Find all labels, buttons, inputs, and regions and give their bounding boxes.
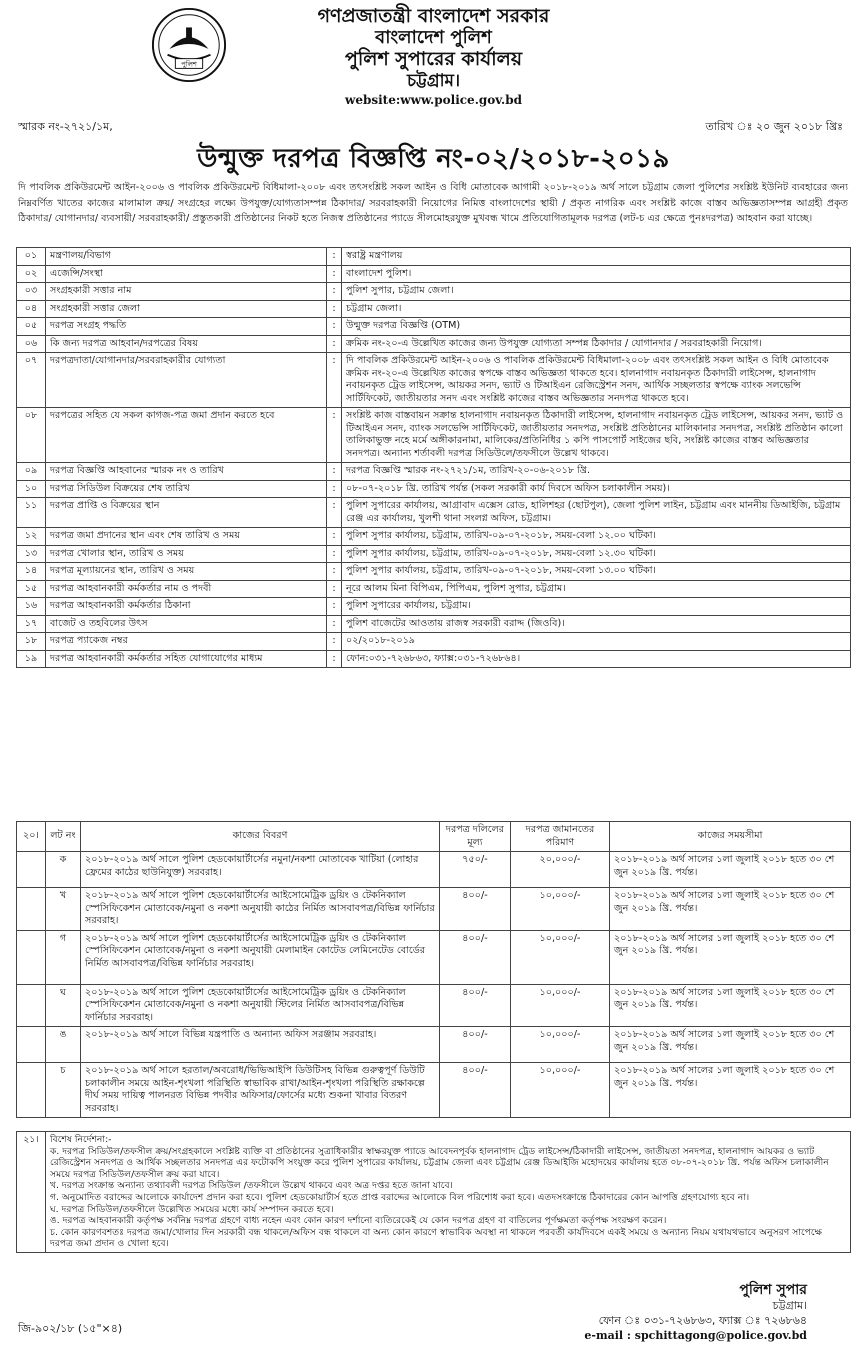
info-row-label: কি জন্য দরপত্র আহবান/দরপত্রের বিষয় [46,335,327,353]
info-row-number: ০৮ [17,408,46,463]
lot-row [17,1027,851,1063]
lot-row-spacer [17,888,46,931]
info-row-label: দরপত্রের সহিত যে সকল কাগজ-পত্র জমা প্রদান করতে হবে [46,408,327,463]
info-row [17,615,851,633]
lot-row [17,930,851,984]
info-row-number: ১৩ [17,545,46,563]
lot-id: খ [46,888,81,931]
info-row-label: দরপত্র খোলার স্থান, তারিখ ও সময় [46,545,327,563]
info-row [17,528,851,546]
info-row-value: ০২/২০১৮-২০১৯ [342,633,851,651]
instruction-item: খ. দরপত্র সংক্রান্ত অন্যান্য তথ্যাবলী দরপত্র সিডিউল /তফসীলে উল্লেখ থাকবে এবং অত্র দপ্তর হতে জানা যাবে। [50,1180,453,1192]
info-row-colon: : [327,300,342,318]
info-row-colon: : [327,598,342,616]
svg-text:পুলিশ: পুলিশ [181,60,197,69]
website-text: website:www.police.gov.bd [345,93,522,107]
lot-header-desc: কাজের বিবরণ [81,822,440,852]
memo-number: স্মারক নং-২৭২১/১ম, [18,120,113,133]
lot-description: ২০১৮-২০১৯ অর্থ সালে পুলিশ হেডকোয়ার্টার্সের আইসোমেট্রিক ড্রয়িং ও টেকনিক্যাল স্পেসিফিকেশন মোতাবেক/নমুনা ও নকশা অনুযায়ী মেলামাইন কোটেড লেমিনেটেড বোর্ডের নির্মিত আসবাবপত্র/বিভিন্ন ফার্নিচার সরবরাহ। [81,930,440,984]
info-row-value: স্বরাষ্ট্র মন্ত্রণালয় [342,248,851,266]
lot-row-spacer [17,930,46,984]
info-row-colon: : [327,318,342,336]
info-row-value: পুলিশ সুপার কার্যালয়, চট্টগ্রাম, তারিখ-০৯-০৭-২০১৮, সময়-বেলা ১৩.০০ ঘটিকা। [342,563,851,581]
lot-id: ঘ [46,984,81,1027]
lot-security: ১০,০০০/- [511,888,610,931]
info-row-label: দরপত্র আহবানকারী কর্মকর্তার নাম ও পদবী [46,580,327,598]
info-row-colon: : [327,580,342,598]
info-row-value: পুলিশ বাজেটের আওতায় রাজস্ব সরকারী বরাদ্দ (জিওবি)। [342,615,851,633]
info-row-label: সংগ্রহকারী সত্তার নাম [46,283,327,301]
lot-header-price: দরপত্র দলিলের মূল্য [440,822,511,852]
notice-date: তারিখ ঃ ২০ জুন ২০১৮ খ্রিঃ [705,120,843,133]
info-row-value: দরপত্র বিজ্ঞপ্তি স্মারক নং-২৭২১/১ম, তারিখ-২০-০৬-২০১৮ খ্রি. [342,463,851,481]
info-row-label: দরপত্র প্যাকেজ নম্বর [46,633,327,651]
lot-header-lot: লট নং [46,822,81,852]
lot-period: ২০১৮-২০১৯ অর্থ সালের ১লা জুলাই ২০১৮ হতে ৩০ শে জুন ২০১৯ খ্রি. পর্যন্ত। [610,930,851,984]
info-row-colon: : [327,480,342,498]
org-name: বাংলাদেশ পুলিশ [375,27,492,48]
lot-row-spacer [17,1063,46,1118]
instructions-cell [46,1132,851,1253]
instructions-list [50,1146,846,1250]
info-row-value: পুলিশ সুপার, চট্টগ্রাম জেলা। [342,283,851,301]
info-row [17,463,851,481]
lot-description: ২০১৮-২০১৯ অর্থ সালে পুলিশ হেডকোয়ার্টার্সের আইসোমেট্রিক ড্রয়িং ও টেকনিক্যাল স্পেসিফিকেশন মোতাবেক/নমুনা ও নকশা অনুযায়ী স্টিলের নির্মিত আসবাবপত্র/বিভিন্ন ফার্নিচার সরবরাহ। [81,984,440,1027]
signatory-title: পুলিশ সুপার [739,1282,807,1298]
lot-doc-price: ৭৫০/- [440,852,511,888]
instruction-item: গ. অনুমোদিত বরাদ্দের আলোকে কার্যাদেশ প্রদান করা হবে। পুলিশ হেডকোয়ার্টার্স হতে প্রাপ্ত বরাদ্দের আলোকে বিল পরিশোধ করা হবে। এতদসংক্রান্তে ঠিকাদারের কোন আপত্তি গ্রহণযোগ্য হবে না। [50,1191,750,1203]
lot-header-period: কাজের সময়সীমা [610,822,851,852]
info-row [17,353,851,408]
info-row-label: দরপত্র প্রাপ্তি ও বিক্রয়ের স্থান [46,498,327,528]
instructions-row-number: ২১। [17,1132,46,1253]
info-row [17,480,851,498]
info-row-label: এজেন্সি/সংস্থা [46,265,327,283]
instruction-item: ক. দরপত্র সিডিউল/তফসীল ক্রয়/সংগ্রহকালে সংশ্লিষ্ট ব্যক্তি বা প্রতিষ্ঠানের সুত্রাধিকারীর স্বাক্ষরযুক্ত প্যাডে আবেদনপূর্বক হালনাগাদ ট্রেড লাইসেন্স/ঠিকাদারী লাইসেন্স, জাতীয়তা সনদপত্র, হালনাগাদ আয়কর ও ভ্যাট রেজিস্ট্রেশন সনদপত্র ও আর্থিক সচ্ছলতার সনদপত্র এর ফটোকপি সংযুক্ত করে পুলিশ সুপারের কার্যালয়, চট্টগ্রাম জেলা এবং চট্টগ্রাম রেঞ্জ ডিআইজি মহোদয়ের কার্যালয় হতে ০৮-০৭-২০১৮ খ্রি. পর্যন্ত অফিস চলাকালীন সময়ে দরপত্র সিডিউল/তফসীল ক্রয় করা যাবে। [50,1145,829,1180]
info-row [17,598,851,616]
info-row-value: পুলিশ সুপারের কার্যালয়, চট্টগ্রাম। [342,598,851,616]
info-row-colon: : [327,463,342,481]
lot-security: ১০,০০০/- [511,984,610,1027]
lot-description: ২০১৮-২০১৯ অর্থ সালে পুলিশ হেডকোয়ার্টার্সের নমুনা/নকশা মোতাবেক খাটিয়া (লোহার ফ্রেমের কাঠের ছাউনিযুক্ত) সরবরাহ। [81,852,440,888]
instructions-table [16,1131,851,1253]
lot-security: ১০,০০০/- [511,930,610,984]
info-row-colon: : [327,335,342,353]
info-row-colon: : [327,563,342,581]
office-name: পুলিশ সুপারের কার্যালয় [344,48,523,70]
lot-row [17,888,851,931]
lot-period: ২০১৮-২০১৯ অর্থ সালের ১লা জুলাই ২০১৮ হতে ৩০ শে জুন ২০১৯ খ্রি. পর্যন্ত। [610,888,851,931]
info-row-colon: : [327,615,342,633]
lot-description: ২০১৮-২০১৯ অর্থ সালে বিভিন্ন যন্ত্রপাতি ও অন্যান্য অফিস সরঞ্জাম সরবরাহ। [81,1027,440,1063]
info-row-colon: : [327,650,342,668]
lot-doc-price: ৪০০/- [440,1063,511,1118]
lot-row [17,1063,851,1118]
info-row-number: ০৪ [17,300,46,318]
lot-doc-price: ৪০০/- [440,1027,511,1063]
lot-id: ক [46,852,81,888]
info-row-colon: : [327,353,342,408]
notice-title: উন্মুক্ত দরপত্র বিজ্ঞপ্তি নং-০২/২০১৮-২০১৯ [197,144,670,174]
info-row-colon: : [327,408,342,463]
info-row-label: দরপত্র বিজ্ঞপ্তি আহবানের স্মারক নং ও তারিখ [46,463,327,481]
info-row-label: দরপত্রদাতা/যোগানদার/সরবরাহকারীর যোগ্যতা [46,353,327,408]
info-row-number: ০৭ [17,353,46,408]
lot-period: ২০১৮-২০১৯ অর্থ সালের ১লা জুলাই ২০১৮ হতে ৩০ শে জুন ২০১৯ খ্রি. পর্যন্ত। [610,1027,851,1063]
info-row-label: বাজেট ও তহবিলের উৎস [46,615,327,633]
info-row-colon: : [327,283,342,301]
info-row-number: ০২ [17,265,46,283]
info-row-value: দি পাবলিক প্রকিউরমেন্ট আইন-২০০৬ ও পাবলিক প্রকিউরমেন্ট বিধিমালা-২০০৮ এবং তৎসংশ্লিষ্ট সকল আইন ও বিধি মোতাবেক ক্রমিক নং-২০-এ উল্লেখিত কাজের স্বপক্ষে বাস্তব অভিজ্ঞতা থাকতে হবে। হালনাগাদ নবায়নকৃত ঠিকাদারী লাইসেন্স, হালনাগাদ নবায়নকৃত ট্রেড লাইসেন্স, আয়কর সনদ, ভ্যাট ও টিআইএন রেজিস্ট্রেশন সনদ, আর্থিক সচ্ছলতার স্বপক্ষে ব্যাংক সলভেন্সি সার্টিফিকেট, জাতীয়তার সনদ এবং সংশ্লিষ্ট কাজের বাস্তব অভিজ্ঞতার সনদপত্র থাকতে হবে। [342,353,851,408]
contact-email: e-mail : spchittagong@police.gov.bd [584,1329,807,1342]
lot-security: ১০,০০০/- [511,1063,610,1118]
lot-period: ২০১৮-২০১৯ অর্থ সালের ১লা জুলাই ২০১৮ হতে ৩০ শে জুন ২০১৯ খ্রি. পর্যন্ত। [610,984,851,1027]
info-row-value: চট্টগ্রাম জেলা। [342,300,851,318]
info-row-value: বাংলাদেশ পুলিশ। [342,265,851,283]
info-row [17,265,851,283]
info-row-colon: : [327,528,342,546]
govt-name: গণপ্রজাতন্ত্রী বাংলাদেশ সরকার [317,5,550,27]
office-city: চট্টগ্রাম। [406,71,461,91]
contact-phone: ফোন ঃ ০৩১-৭২৬৮৬৩, ফ্যাক্স ঃ ৭২৬৮৬৪ [598,1314,807,1327]
info-row-colon: : [327,498,342,528]
info-row-number: ০১ [17,248,46,266]
footer-code: জি-৯০২/১৮ (১৫"×৪) [18,1322,123,1335]
info-row-number: ১৪ [17,563,46,581]
lot-id: চ [46,1063,81,1118]
lot-description: ২০১৮-২০১৯ অর্থ সালে হরতাল/অবরোধ/ভিভিআইপি ডিউটিসহ বিভিন্ন গুরুত্বপূর্ণ ডিউটি চলাকালীন সময়ে আইন-শৃংখলা পরিস্থিতি স্বাভাবিক রাখা/আইন-শৃংখলা পরিস্থিতি রক্ষাকল্পে দীর্ঘ সময় দায়িত্ব পালনরত বিভিন্ন পদবীর অফিসার/ফোর্সের মধ্যে শুকনা খাবার বিতরণ সরবরাহ। [81,1063,440,1118]
signature-block [584,1283,807,1343]
info-row-value: পুলিশ সুপার কার্যালয়, চট্টগ্রাম, তারিখ-০৯-০৭-২০১৮, সময়-বেলা ১২.০০ ঘটিকা। [342,528,851,546]
info-row-number: ১৫ [17,580,46,598]
info-row-number: ০৫ [17,318,46,336]
lot-row-spacer [17,852,46,888]
info-row-number: ১৬ [17,598,46,616]
intro-paragraph: দি পাবলিক প্রকিউরমেন্ট আইন-২০০৬ ও পাবলিক প্রকিউরমেন্ট বিধিমালা-২০০৮ এবং তৎসংশ্লিষ্ট সকল আইন ও বিধি মোতাবেক আগামী ২০১৮-২০১৯ অর্থ সালে চট্টগ্রাম জেলা পুলিশের সংশ্লিষ্ট ইউনিট ব্যবহারের জন্য নিম্নবর্ণিত খাতের কাজের মালামাল ক্রয়/ সংগ্রহের লক্ষ্যে উপযুক্ত/যোগ্যতাসম্পন্ন ঠিকাদার/ সরবরাহকারী নিয়োগের নিমিত্ত বাংলাদেশের স্থায়ী / প্রকৃত নাগরিক এবং সংশ্লিষ্ট কাজে বাস্তব অভিজ্ঞতাসম্পন্ন আগ্রহী প্রকৃত ঠিকাদার/ যোগানদার/ ব্যবসায়ী/ সরবরাহকারী/ প্রস্তুতকারী প্রতিষ্ঠানের নিকট হতে নিজস্ব প্রতিষ্ঠানের প্যাডে সীলমোহরযুক্ত মুখবন্ধ খামে প্রতিযোগিতামূলক দরপত্র (লট-চ এর ক্ষেত্রে পুনঃদরপত্র) আহবান করা যাচ্ছে। [18,182,848,224]
lot-period: ২০১৮-২০১৯ অর্থ সালের ১লা জুলাই ২০১৮ হতে ৩০ শে জুন ২০১৯ খ্রি. পর্যন্ত। [610,1063,851,1118]
info-row-number: ১৭ [17,615,46,633]
lot-doc-price: ৪০০/- [440,984,511,1027]
lot-header-security: দরপত্র জামানতের পরিমাণ [511,822,610,852]
info-row [17,300,851,318]
info-row-label: দরপত্র জমা প্রদানের স্থান এবং শেষ তারিখ ও সময় [46,528,327,546]
lot-description: ২০১৮-২০১৯ অর্থ সালে পুলিশ হেডকোয়ার্টার্সের আইসোমেট্রিক ড্রয়িং ও টেকনিক্যাল স্পেসিফিকেশন মোতাবেক/নমুনা ও নকশা অনুযায়ী কাঠের নির্মিত আসবাবপত্র/বিভিন্ন ফার্নিচার সরবরাহ। [81,888,440,931]
lot-row-spacer [17,984,46,1027]
info-row [17,633,851,651]
instruction-item: চ. কোন কারণবশতঃ দরপত্র জমা/খোলার দিন সরকারী বন্ধ থাকলে/অফিস বন্ধ থাকলে বা অন্য কোন কারণে স্বাভাবিক অবস্থা না থাকলে পরবর্তী কার্যদিবসে একই সময়ে ও অন্যান্য নিয়ম যথাযথভাবে অনুসরণ সাপেক্ষে দরপত্র জমা প্রদান ও খোলা হবে। [50,1226,823,1250]
info-row [17,545,851,563]
instruction-item: ঙ. দরপত্র আহবানকারী কর্তৃপক্ষ সর্বনিম্ন দরপত্র গ্রহণে বাধ্য নহেন এবং কোন কারণ দর্শানো ব্যতিরেকেই যে কোন দরপত্র গ্রহণ বা বাতিলের পূর্ণক্ষমতা কর্তৃপক্ষ সংরক্ষণ করেন। [50,1215,667,1227]
lot-row-spacer [17,1027,46,1063]
tender-info-table [16,247,851,668]
lot-period: ২০১৮-২০১৯ অর্থ সালের ১লা জুলাই ২০১৮ হতে ৩০ শে জুন ২০১৯ খ্রি. পর্যন্ত। [610,852,851,888]
lot-security: ২০,০০০/- [511,852,610,888]
lot-id: গ [46,930,81,984]
info-row-number: ১৯ [17,650,46,668]
info-row-label: দরপত্র সিডিউল বিক্রয়ের শেষ তারিখ [46,480,327,498]
letterhead [0,6,867,108]
info-row-colon: : [327,248,342,266]
lot-doc-price: ৪০০/- [440,888,511,931]
lot-table-header [17,822,851,852]
lot-table [16,821,851,1118]
lot-doc-price: ৪০০/- [440,930,511,984]
info-row-value: পুলিশ সুপার কার্যালয়, চট্টগ্রাম, তারিখ-০৯-০৭-২০১৮, সময়-বেলা ১২.৩০ ঘটিকা। [342,545,851,563]
info-row-colon: : [327,545,342,563]
info-row-number: ১০ [17,480,46,498]
info-row-value: পুলিশ সুপারের কার্যালয়, আগ্রাবাদ এক্সেস রোড, হালিশহর (ছোটপুল), জেলা পুলিশ লাইন, চট্টগ্রাম এবং মাননীয় ডিআইজি, চট্টগ্রাম রেঞ্জ এর কার্যালয়, খুলশী থানা সংলগ্ন অফিস, চট্টগ্রাম। [342,498,851,528]
info-row-label: দরপত্র মূল্যায়নের স্থান, তারিখ ও সময় [46,563,327,581]
info-row-number: ১৮ [17,633,46,651]
info-row-colon: : [327,265,342,283]
info-row [17,248,851,266]
info-row-number: ০৯ [17,463,46,481]
info-row [17,408,851,463]
info-row-value: ০৮-০৭-২০১৮ খ্রি. তারিখ পর্যন্ত (সকল সরকারী কার্য দিবসে অফিস চলাকালীন সময়)। [342,480,851,498]
info-row-number: ০৩ [17,283,46,301]
lot-security: ১০,০০০/- [511,1027,610,1063]
info-row-label: দরপত্র আহবানকারী কর্মকর্তার ঠিকানা [46,598,327,616]
info-row-label: মন্ত্রণালয়/বিভাগ [46,248,327,266]
info-row [17,498,851,528]
info-row-colon: : [327,633,342,651]
info-row-value: ফোন:০৩১-৭২৬৮৬৩, ফ্যাক্স:০৩১-৭২৬৮৬৪। [342,650,851,668]
info-row-number: ১১ [17,498,46,528]
info-row-label: দরপত্র আহবানকারী কর্মকর্তার সহিত যোগাযোগের মাধ্যম [46,650,327,668]
info-row [17,563,851,581]
info-row-number: ০৬ [17,335,46,353]
lot-row [17,852,851,888]
lot-row-number: ২০। [17,822,46,852]
info-row [17,580,851,598]
info-row-number: ১২ [17,528,46,546]
info-row [17,283,851,301]
signatory-place: চট্টগ্রাম। [772,1299,807,1312]
info-row-value: সংশ্লিষ্ট কাজ বাস্তবায়ন সক্রান্ত হালনাগাদ নবায়নকৃত ঠিকাদারী লাইসেন্স, হালনাগাদ নবায়নকৃত ট্রেড লাইসেন্স, আয়কর সনদ, ভ্যাট ও টিআইএন সনদ, ব্যাংক সলভেন্সি সার্টিফিকেট, জাতীয়তার সনদপত্র, সংশ্লিষ্ট প্রতিষ্ঠানের মালিকানার সনদপত্র, সংশ্লিষ্ট প্রতিষ্ঠান কালো তালিকাভুক্ত নহে মর্মে অঙ্গীকারনামা, মালিকের/প্রতিনিধির ১ কপি পাসপোর্ট সাইজের ছবি, সংশ্লিষ্ট কাজের বাস্তব অভিজ্ঞতার সনদপত্র। অন্যান্য শর্তাবলী দরপত্র সিডিউলে/তফসীলে উল্লেখ থাকবে। [342,408,851,463]
info-row-value: উন্মুক্ত দরপত্র বিজ্ঞপ্তি (OTM) [342,318,851,336]
info-row [17,335,851,353]
lot-row [17,984,851,1027]
info-row [17,318,851,336]
lot-id: ঙ [46,1027,81,1063]
instructions-heading: বিশেষ নির্দেশনা:- [50,1134,112,1145]
info-row [17,650,851,668]
info-row-label: দরপত্র সংগ্রহ পদ্ধতি [46,318,327,336]
info-row-value: ক্রমিক নং-২০-এ উল্লেখিত কাজের জন্য উপযুক্ত যোগ্যতা সম্পন্ন ঠিকাদার / যোগানদার / সরবরাহকারী নিয়োগ। [342,335,851,353]
instruction-item: ঘ. দরপত্র সিডিউল/তফসীলে উল্লেখিত সময়ের মধ্যে কার্য সম্পাদন করতে হবে। [50,1203,334,1215]
info-row-value: নূরে আলম মিনা বিপিএম, পিপিএম, পুলিশ সুপার, চট্টগ্রাম। [342,580,851,598]
info-row-label: সংগ্রহকারী সত্তার জেলা [46,300,327,318]
